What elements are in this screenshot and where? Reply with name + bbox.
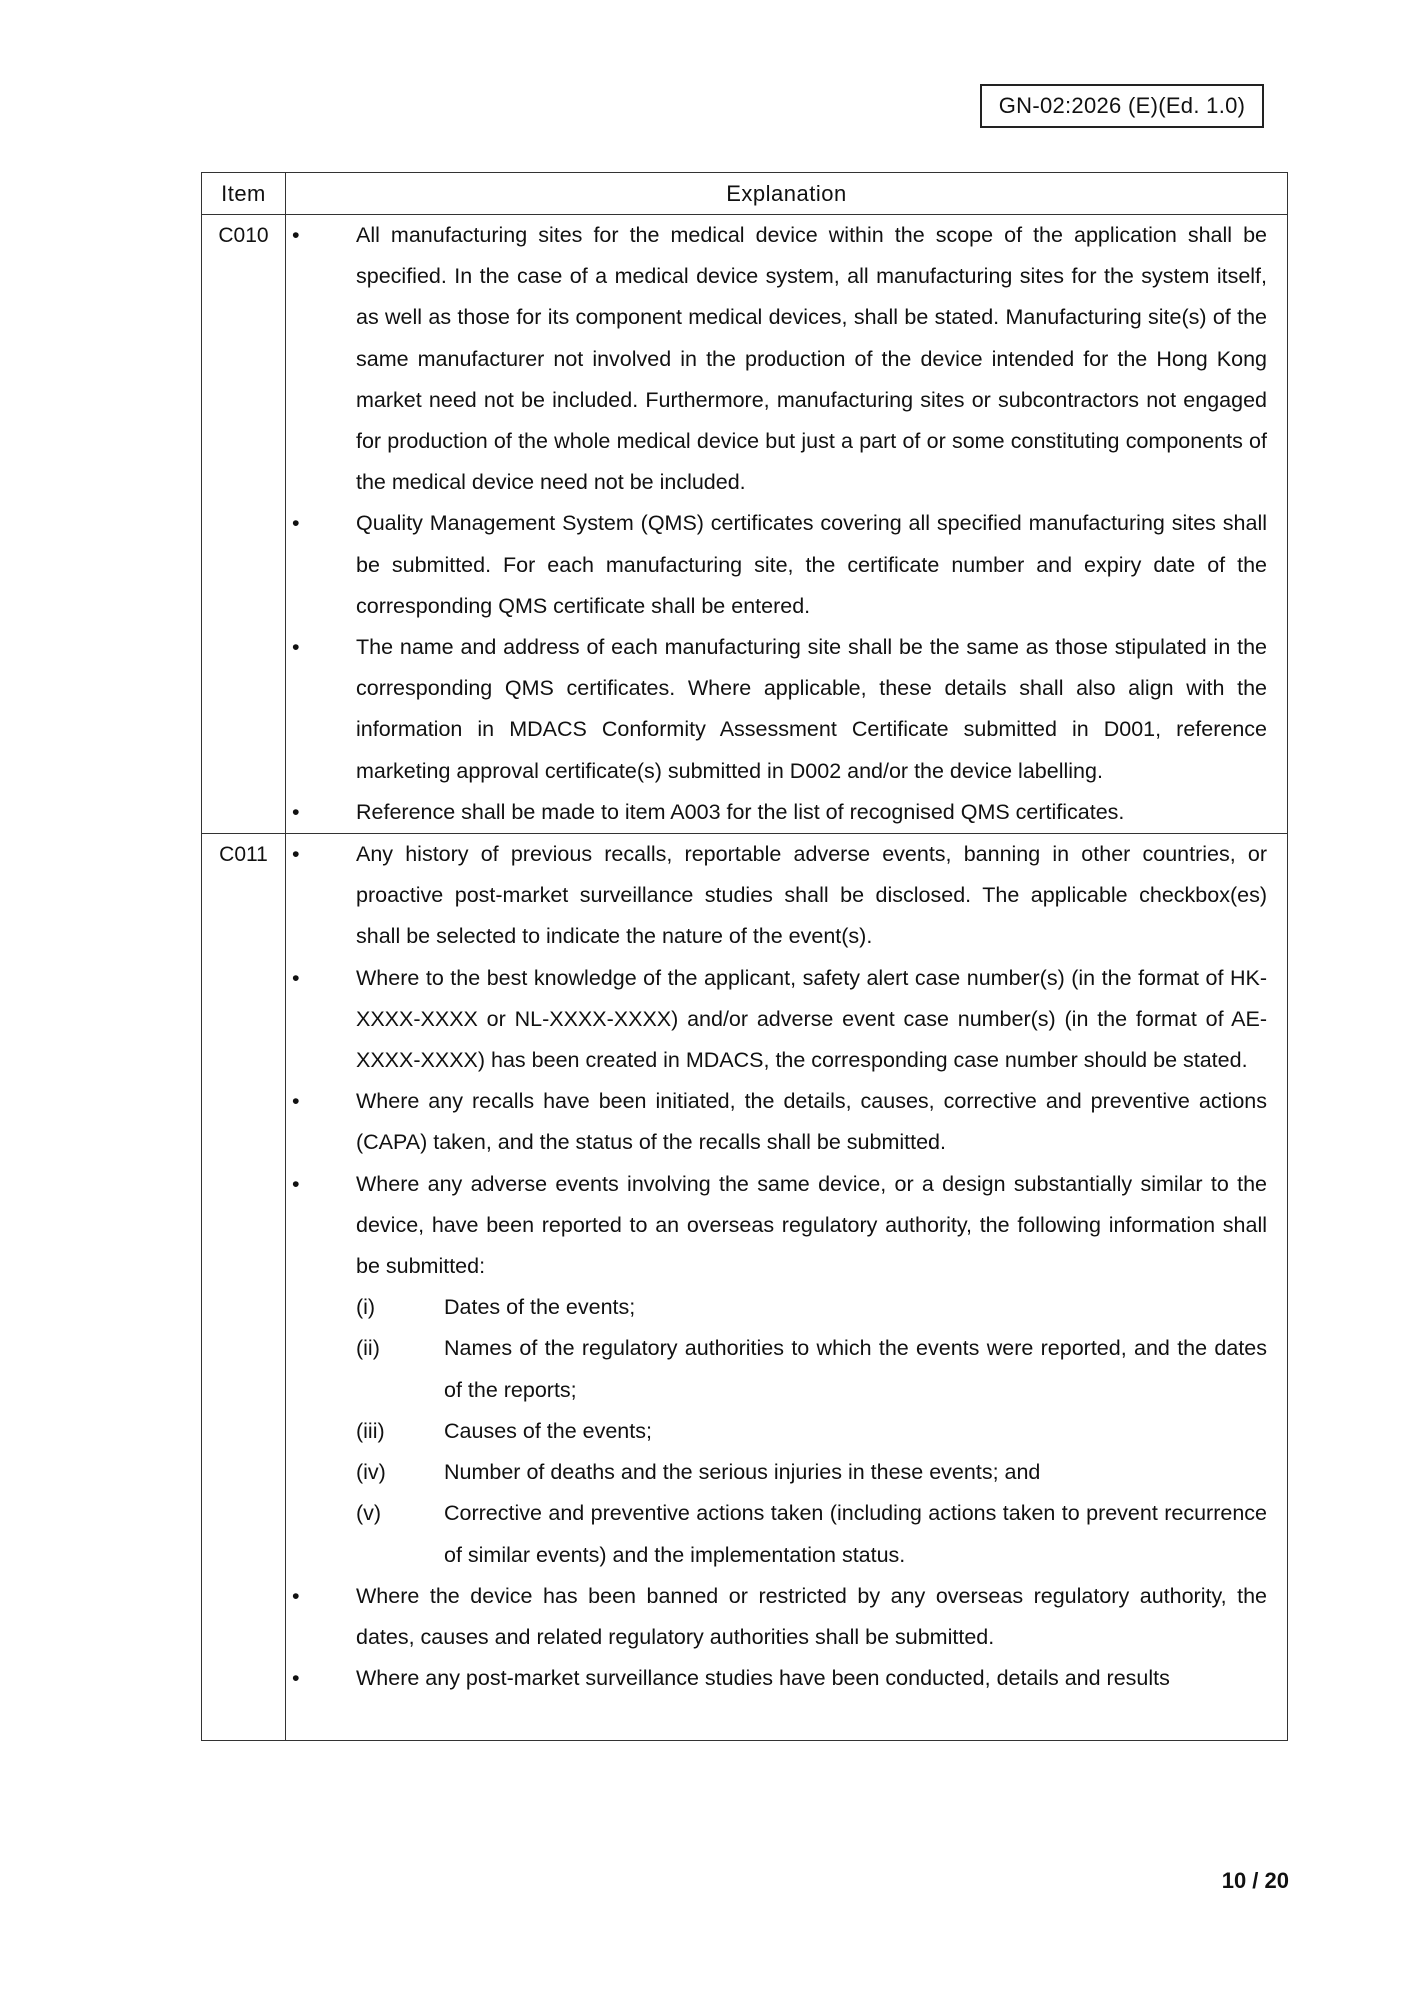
bullet-item (286, 1081, 1267, 1163)
sub-item-number: (iv) (356, 1460, 386, 1485)
sub-list-item (286, 1328, 1267, 1410)
sub-item-number: (iii) (356, 1418, 385, 1443)
bullet-item (286, 834, 1267, 958)
sub-item-text: Causes of the events; (444, 1418, 652, 1443)
document-reference-box: GN-02:2026 (E)(Ed. 1.0) (980, 84, 1264, 128)
explanation-table (201, 172, 1288, 1741)
bullet-dot: • (292, 965, 300, 990)
bullet-dot: • (292, 223, 300, 247)
sub-item-number: (i) (356, 1295, 376, 1320)
item-code: C010 (202, 215, 286, 834)
bullet-item (286, 792, 1267, 833)
table-row (202, 215, 1288, 834)
bullet-item (286, 215, 1267, 503)
bullet-dot: • (292, 1171, 300, 1196)
bullet-text: Where to the best knowledge of the applicant, safety alert case number(s) (in the format of HK-XXXX-XXXX or NL-XXXX-XXXX) and/or adverse event case number(s) (in the format of AE-XXXX-XXXX) has been created in MDACS, the corresponding case number should be stated. (356, 965, 1267, 1073)
bullet-item (286, 503, 1267, 627)
page-number: 10 / 20 (1221, 1868, 1289, 1893)
explanation-column-header: Explanation (286, 173, 1288, 215)
bullet-item (286, 627, 1267, 792)
sub-item-text: Dates of the events; (444, 1295, 636, 1320)
bullet-item (286, 1658, 1267, 1699)
bullet-text: Quality Management System (QMS) certificates covering all specified manufacturing sites shall be submitted. For each manufacturing site, the certificate number and expiry date of the corresponding QMS certificate shall be entered. (356, 511, 1267, 618)
sub-list-item (286, 1287, 1267, 1328)
bullet-text: Where any post-market surveillance studies have been conducted, details and results (356, 1666, 1170, 1691)
bullet-dot: • (292, 1666, 300, 1691)
explanation-cell (286, 215, 1288, 834)
explanation-cell (286, 834, 1288, 1741)
table-header-row (202, 173, 1288, 215)
sub-item-number: (v) (356, 1501, 382, 1526)
sub-list-item (286, 1493, 1267, 1575)
bullet-dot: • (292, 511, 300, 536)
bullet-text: Where the device has been banned or restricted by any overseas regulatory authority, the dates, causes and related regulatory authorities shall be submitted. (356, 1583, 1267, 1649)
sub-list-item (286, 1452, 1267, 1493)
sub-item-number: (ii) (356, 1336, 380, 1361)
bullet-dot: • (292, 1089, 300, 1114)
sub-item-text: Corrective and preventive actions taken (including actions taken to prevent recurrence of similar events) and the implementation status. (444, 1501, 1267, 1567)
bullet-item (286, 958, 1267, 1082)
sub-item-text: Names of the regulatory authorities to which the events were reported, and the dates of the reports; (444, 1336, 1267, 1402)
bullet-dot: • (292, 842, 300, 867)
bullet-dot: • (292, 799, 300, 824)
bullet-dot: • (292, 635, 300, 660)
sub-list-item (286, 1411, 1267, 1452)
bullet-item (286, 1164, 1267, 1288)
item-code: C011 (202, 834, 286, 1741)
table-row (202, 834, 1288, 1741)
bullet-text: Reference shall be made to item A003 for the list of recognised QMS certificates. (356, 799, 1125, 824)
sub-item-text: Number of deaths and the serious injuries in these events; and (444, 1460, 1041, 1485)
bullet-text: Any history of previous recalls, reportable adverse events, banning in other countries, or proactive post-market surveillance studies shall be disclosed. The applicable checkbox(es) shall be selected to indicate the nature of the event(s). (356, 842, 1267, 949)
bullet-text: Where any recalls have been initiated, the details, causes, corrective and preventive actions (CAPA) taken, and the status of the recalls shall be submitted. (356, 1089, 1267, 1155)
bullet-text: Where any adverse events involving the same device, or a design substantially similar to the device, have been reported to an overseas regulatory authority, the following information shall be submitted: (356, 1171, 1267, 1279)
bullet-text: The name and address of each manufacturing site shall be the same as those stipulated in the corresponding QMS certificates. Where applicable, these details shall also align with the information in MDACS Conformity Assessment Certificate submitted in D001, reference marketing approval certificate(s) submitted in D002 and/or the device labelling. (356, 635, 1267, 783)
bullet-text: All manufacturing sites for the medical device within the scope of the application shall be specified. In the case of a medical device system, all manufacturing sites for the system itself, as well as those for its component medical devices, shall be stated. Manufacturing site(s) of the same manufacturer not involved in the production of the device intended for the Hong Kong market need not be included. Furthermore, manufacturing sites or subcontractors not engaged for production of the whole medical device but just a part of or some constituting components of the medical device need not be included. (356, 223, 1267, 495)
bullet-item (286, 1576, 1267, 1658)
item-column-header: Item (202, 173, 286, 215)
bullet-dot: • (292, 1583, 300, 1608)
